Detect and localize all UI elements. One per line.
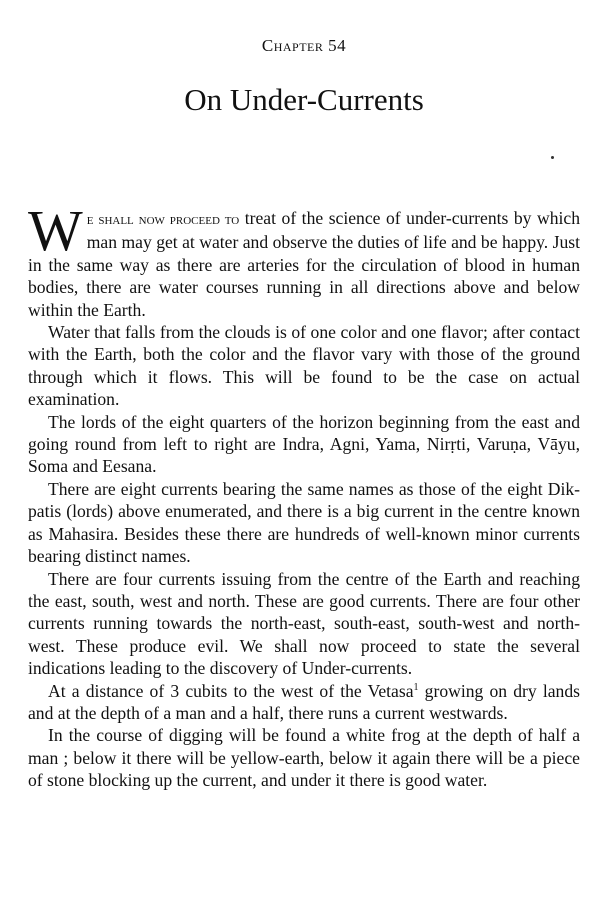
- paragraph-4: There are eight currents bearing the same names as those of the eight Dik-patis (lords) above enumerated, and there is a big current in the centre known as Mahasira. Besides these there are hundreds of well-known minor currents bearing distinct names.: [28, 478, 580, 567]
- paragraph-5: There are four currents issuing from the centre of the Earth and reaching the east, south, west and north. These are good currents. There are four other currents running towards the north-east, south-east, south-west and north-west. These produce evil. We shall now proceed to state the several indications leading to the discovery of Under-currents.: [28, 568, 580, 679]
- chapter-label: Chapter 54: [261, 36, 347, 55]
- print-speck: [551, 156, 554, 159]
- paragraph-6-text-b: growing on dry lands and at the depth of a man and a half, there runs a current westwards.: [28, 680, 580, 723]
- footnote-marker[interactable]: 1: [413, 681, 419, 693]
- paragraph-3: The lords of the eight quarters of the horizon beginning from the east and going round from left to right are Indra, Agni, Yama, Nirṛti, Varuṇa, Vāyu, Soma and Eesana.: [28, 411, 580, 477]
- chapter-title: On Under-Currents: [184, 82, 424, 117]
- paragraph-1: [28, 198, 580, 321]
- chapter-body: [28, 198, 580, 792]
- paragraph-2: Water that falls from the clouds is of one color and one flavor; after contact with the Earth, both the color and the flavor vary with those of the ground through which it flows. This will be found to be the case on actual examination.: [28, 322, 580, 410]
- paragraph-6: [28, 680, 580, 725]
- paragraph-7: In the course of digging will be found a white frog at the depth of half a man ; below it there will be yellow-earth, below it again there will be a piece of stone blocking up the current, and under it there is good water.: [28, 725, 580, 791]
- paragraph-1-text: treat of the science of under-currents by which man may get at water and observe the duties of life and be happy. Just in the same way as there are arteries for the circulation of blood in human bodies, there are water courses running in all directions above and below within the Earth.: [28, 208, 580, 320]
- opening-small-caps: e shall now proceed to: [86, 212, 240, 228]
- paragraph-6-text-a: At a distance of 3 cubits to the west of the Vetasa: [48, 680, 414, 701]
- drop-cap: W: [28, 198, 83, 263]
